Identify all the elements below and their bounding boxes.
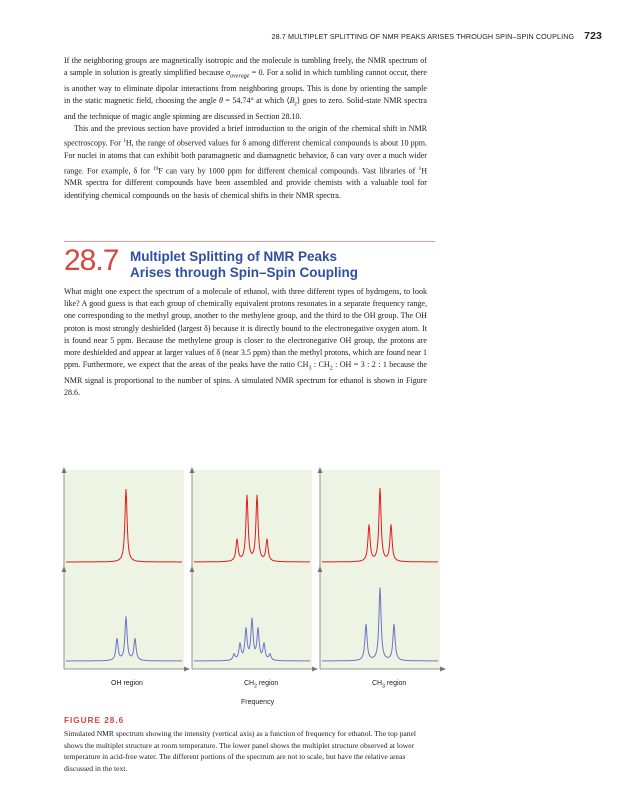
bz-symbol: B bbox=[289, 96, 295, 106]
theta-symbol: θ bbox=[219, 96, 223, 106]
spectrum-panel-bg bbox=[192, 470, 312, 570]
paragraph-2-text-d: H NMR spectra for different compounds have been assembled and provide chemists with a valuable tool for identifying chemical compounds on the basis of chemical shifts in their NMR spectra. bbox=[64, 166, 427, 200]
ch2-region-sub: 2 bbox=[254, 683, 257, 690]
spectrum-panel-bg bbox=[320, 569, 440, 669]
section-title-line-2: Arises through Spin–Spin Coupling bbox=[130, 264, 358, 280]
paragraph-3-text-a: What might one expect the spectrum of a molecule of ethanol, with three different types of hydrogens, to look like? A good guess is that each group of chemically equivalent protons resonates in a separate frequency range, one corresponding to the methyl group, another to the methylene group, and the third to the OH group. The OH proton is most strongly deshielded (largest δ) because it is directly bound to the electronegative oxygen atom. It is found near 5 ppm. Because the methylene group is closer to the electronegative OH group, the protons are more deshielded and appear at larger values of δ (near 3.5 ppm) than the methyl protons, which are found near 1 ppm. Furthermore, we expect that the areas of the peaks have the ratio CH bbox=[64, 287, 427, 370]
paragraph-1-text-b: = 0. For a solid in which tumbling cannot occur, there is another way to eliminate dipolar interactions from neighboring groups. This is done by orienting the sample in the static magnetic field, choosing the angle bbox=[64, 68, 427, 106]
ch2-region-text-a: CH bbox=[244, 680, 255, 687]
paragraph-2-text-a: This and the previous section have provided a brief introduction to the origin of the chemical shift in NMR spectroscopy. For bbox=[64, 124, 427, 149]
ch2-region-text-b: region bbox=[256, 680, 279, 687]
superscript-1: 1 bbox=[123, 138, 126, 145]
superscript-1b: 1 bbox=[418, 165, 422, 172]
z-subscript: z bbox=[294, 101, 297, 108]
x-axis-arrow bbox=[440, 667, 446, 672]
spectrum-panel-bg bbox=[64, 569, 184, 669]
figure-caption: Simulated NMR spectrum showing the intensity (vertical axis) as a function of frequency for ethanol. The top panel shows the multiplet structure at room temperature. The lower panel shows the multiplet structure observed at lower temperature in acid-free water. The different portions of the spectrum are not to scale, but have the relative areas discussed in the text. bbox=[64, 729, 417, 773]
x-axis-arrow bbox=[312, 667, 318, 672]
paragraph-3-text-b: : CH bbox=[311, 360, 330, 370]
x-axis-arrow bbox=[184, 667, 190, 672]
spectrum-panel-bg bbox=[320, 470, 440, 570]
paragraph-2-text-c: F can vary by 1000 ppm for different chemical compounds. Vast libraries of bbox=[158, 166, 419, 176]
page-number: 723 bbox=[584, 30, 602, 42]
section-title-line-1: Multiplet Splitting of NMR Peaks bbox=[130, 249, 338, 264]
ch3-region-label bbox=[372, 680, 406, 689]
paragraph-1-text-a: If the neighboring groups are magnetically isotropic and the molecule is tumbling freely, the NMR spectrum of a sample in solution is greatly simplified because bbox=[64, 56, 427, 78]
spectrum-panels bbox=[62, 467, 447, 672]
paragraph-1-text-d: ⟩ goes to zero. Solid-state NMR spectra and the technique of magic angle spinning are discussed in Section 28.10. bbox=[64, 96, 427, 122]
ch3-region-text-a: CH bbox=[372, 680, 383, 687]
section-number: 28.7 bbox=[64, 244, 119, 277]
ch3-region-text-b: region bbox=[384, 680, 407, 687]
figure-label: FIGURE 28.6 bbox=[64, 716, 125, 725]
sigma-symbol: σ bbox=[226, 68, 231, 78]
paragraph-2-text-b: H, the range of observed values for δ among different chemical compounds is about 10 ppm. For nuclei in atoms that can exhibit both paramagnetic and diamagnetic behavior, δ can vary over a much wider range. For example, δ for bbox=[64, 139, 427, 176]
average-subscript: average bbox=[230, 73, 250, 80]
subscript-2: 2 bbox=[329, 365, 333, 372]
superscript-19: 19 bbox=[152, 165, 159, 172]
paragraph-3-text-c: : OH = 3 : 2 : 1 because the NMR signal is proportional to the number of spins. A simulated NMR spectrum for ethanol is shown in Figure 28.6. bbox=[64, 360, 427, 398]
spectrum-panel-bg bbox=[64, 470, 184, 570]
ch2-region-label bbox=[244, 680, 278, 689]
frequency-axis-title: Frequency bbox=[241, 699, 275, 706]
oh-region-label: OH region bbox=[111, 680, 143, 687]
subscript-3: 3 bbox=[308, 365, 312, 372]
ch3-region-sub: 3 bbox=[382, 683, 385, 690]
running-head-title: 28.7 MULTIPLET SPLITTING OF NMR PEAKS ARISES THROUGH SPIN–SPIN COUPLING bbox=[271, 32, 575, 41]
paragraph-1-text-c: = 54.74° at which ⟨ bbox=[223, 96, 290, 106]
